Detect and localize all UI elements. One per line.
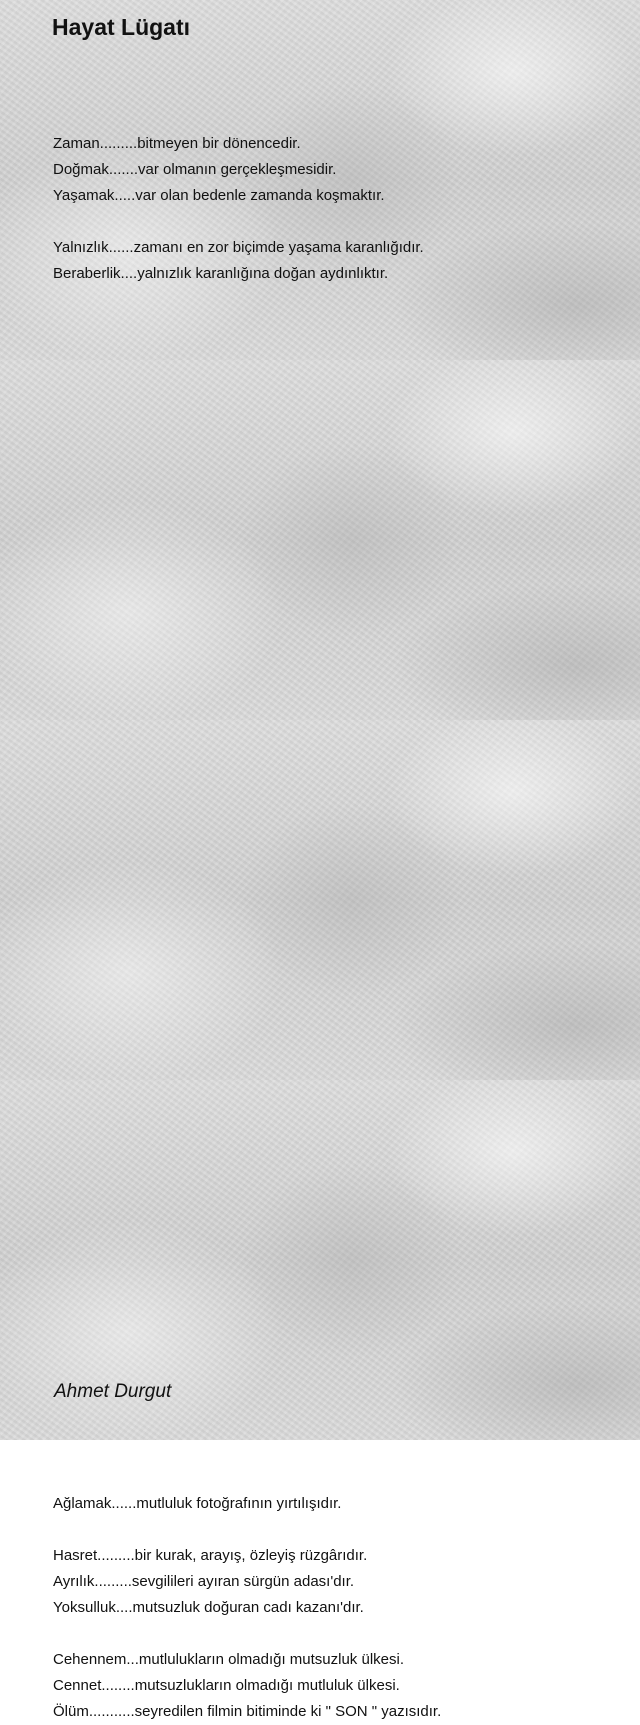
poem-line: Hasret.........bir kurak, arayış, özleyiş rüzgârıdır. <box>53 1547 368 1564</box>
poem-line: Zaman.........bitmeyen bir dönencedir. <box>53 135 301 152</box>
stanza-1 <box>53 131 424 287</box>
poem-line: Doğmak.......var olmanın gerçekleşmesidir. <box>53 161 337 178</box>
stanza-3 <box>53 1491 441 1725</box>
poem-panel-1 <box>0 0 640 360</box>
stanza-gap <box>53 1517 441 1543</box>
poem-line: Ağlamak......mutluluk fotoğrafının yırtılışıdır. <box>53 1495 342 1512</box>
poem-panel-2 <box>0 360 640 720</box>
poem-line: Ayrılık.........sevgilileri ayıran sürgün adası'dır. <box>53 1573 355 1590</box>
poem-title: Hayat Lügatı <box>52 14 191 40</box>
poem-line: Yoksulluk....mutsuzluk doğuran cadı kazanı'dır. <box>53 1599 364 1616</box>
stanza-gap <box>53 1621 441 1647</box>
poem-panel-4 <box>0 1080 640 1440</box>
poem-line: Cehennem...mutlulukların olmadığı mutsuzluk ülkesi. <box>53 1651 404 1668</box>
stanza-gap <box>53 209 424 235</box>
author-name: Ahmet Durgut <box>54 1381 172 1402</box>
poem-line: Ölüm...........seyredilen filmin bitiminde ki " SON " yazısıdır. <box>53 1703 442 1720</box>
poem-line: Beraberlik....yalnızlık karanlığına doğan aydınlıktır. <box>53 265 389 282</box>
poem-line: Yalnızlık......zamanı en zor biçimde yaşama karanlığıdır. <box>53 239 424 256</box>
poem-line: Yaşamak.....var olan bedenle zamanda koşmaktır. <box>53 187 385 204</box>
poem-line: Cennet........mutsuzlukların olmadığı mutluluk ülkesi. <box>53 1677 400 1694</box>
